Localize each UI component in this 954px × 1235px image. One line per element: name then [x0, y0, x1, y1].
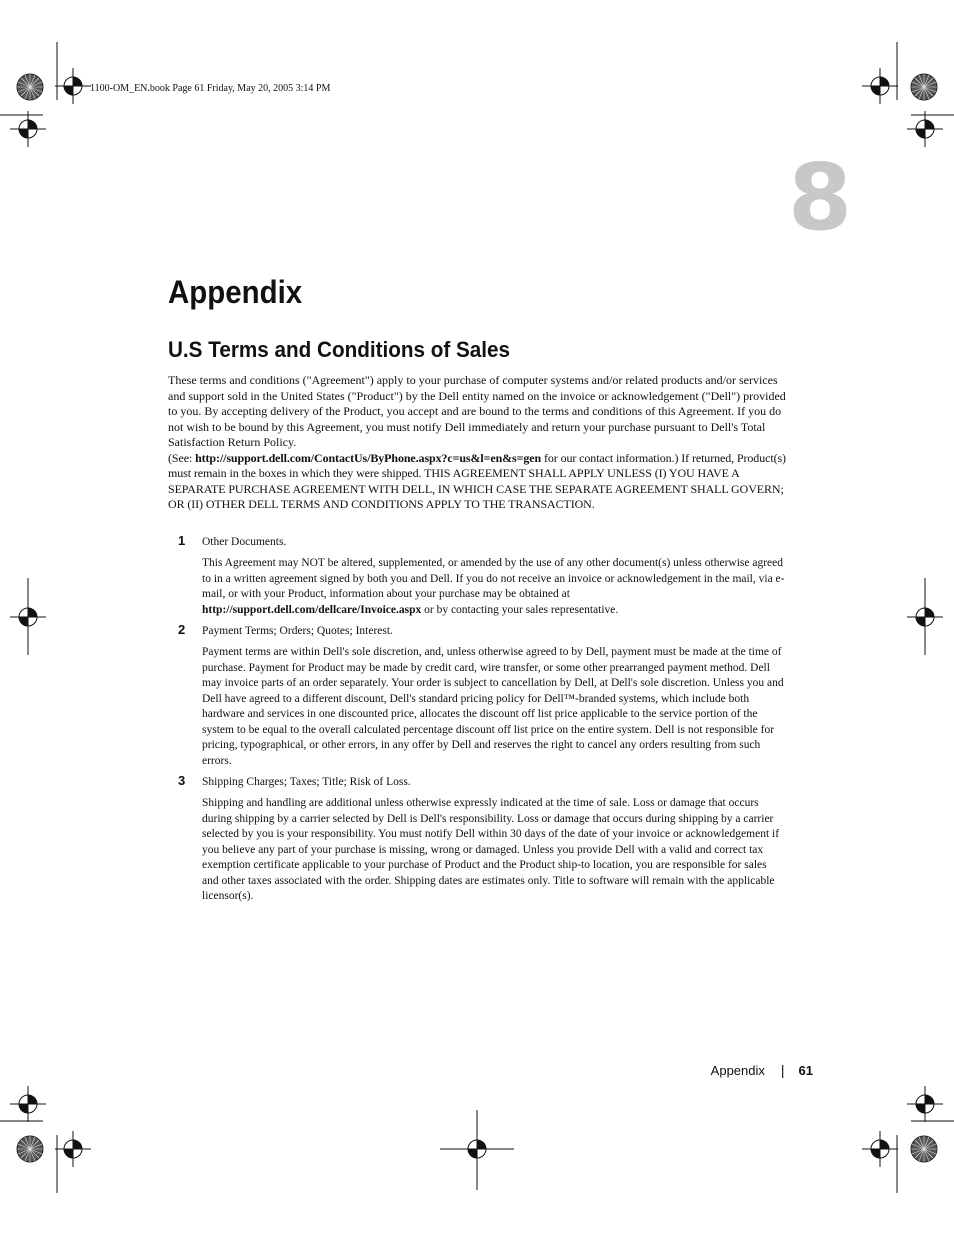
registration-star-mark: [911, 74, 937, 100]
intro-see-paragraph: [168, 451, 786, 513]
registration-mark: [907, 111, 943, 147]
registration-mark: [862, 68, 898, 104]
item-body-text: This Agreement may NOT be altered, supplemented, or amended by the use of any other document(s) unless otherwise agreed to in a written agreement signed by both you and Dell. If you do not receive an invoice or acknowledgement in the mail, via e-mail, or with your Product, information about your purchase may be obtained at: [202, 557, 785, 600]
item-number: 2: [178, 622, 186, 637]
page-footer: [711, 1062, 813, 1078]
registration-mark: [862, 1131, 898, 1167]
item-heading: Shipping Charges; Taxes; Title; Risk of Loss.: [202, 776, 411, 788]
footer-section-label: Appendix: [710, 1062, 765, 1078]
chapter-number: 8: [788, 144, 853, 251]
registration-mark: [10, 1086, 46, 1122]
registration-star-mark: [17, 74, 43, 100]
chapter-title: Appendix: [168, 274, 303, 310]
item-body-suffix: or by contacting your sales representative.: [421, 603, 619, 616]
item-heading: Other Documents.: [202, 536, 287, 548]
item-body: Shipping and handling are additional unless otherwise expressly indicated at the time of sale. Loss or damage that occurs during shipping by a carrier selected by Dell is Dell's responsibility. Loss or damage that occurs during shipping by a carrier selected by you is your responsibility. You must notify Dell within 30 days of the date of your invoice or acknowledgement if you believe any part of your purchase is missing, wrong or damaged. Unless you provide Dell with a valid and correct tax exemption certificate applicable to your purchase of Product and the Product ship-to location, you are responsible for sales and other taxes associated with the order. Shipping dates are estimates only. Title to software will remain with the applicable licensor(s).: [202, 797, 780, 902]
registration-mark: [907, 1086, 943, 1122]
section-title: U.S Terms and Conditions of Sales: [168, 337, 511, 362]
contact-url-link[interactable]: http://support.dell.com/ContactUs/ByPhone.aspx?c=us&l=en&s=gen: [195, 450, 542, 465]
registration-star-mark: [911, 1136, 937, 1162]
registration-star-mark: [17, 1136, 43, 1162]
print-stamp: 1100-OM_EN.book Page 61 Friday, May 20, 2005 3:14 PM: [90, 83, 331, 94]
item-body: Payment terms are within Dell's sole discretion, and, unless otherwise agreed to by Dell, payment must be made at the time of purchase. Payment for Product may be made by credit card, wire transfer, or some other prearranged payment method. Dell may invoice parts of an order separately. Your order is subject to cancellation by Dell, at Dell's sole discretion. Unless you and Dell have agreed to a different discount, Dell's standard pricing policy for Dell™-branded systems, which include both hardware and services in one discounted price, allocates the discount off list price applicable to the service portion of the system to be equal to the overall calculated percentage discount off list price on the entire system. Dell is not responsible for pricing, typographical, or other errors, in any offer by Dell and reserves the right to cancel any orders resulting from such errors.: [202, 646, 784, 767]
see-prefix: (See:: [168, 450, 196, 465]
footer-separator: |: [780, 1062, 785, 1078]
intro-paragraph: These terms and conditions ("Agreement") apply to your purchase of computer systems and/or related products and/or services and support sold in the United States ("Product") by the Dell entity named on the invoice or acknowledgement ("Dell") provided to you. By accepting delivery of the Product, you accept and are bound to the terms and conditions of this Agreement. If you do not wish to be bound by this Agreement, you must notify Dell immediately and return your purchase pursuant to Dell's Total Satisfaction Return Policy.: [168, 373, 786, 449]
item-number: 1: [178, 533, 186, 548]
registration-mark: [55, 1131, 91, 1167]
page-number: 61: [798, 1062, 813, 1078]
intro-block: [168, 373, 786, 513]
item-number: 3: [178, 773, 186, 788]
registration-mark: [55, 68, 91, 104]
invoice-url-link[interactable]: http://support.dell.com/dellcare/Invoice.aspx: [202, 603, 422, 616]
item-body: [202, 556, 786, 618]
registration-mark: [10, 111, 46, 147]
item-heading: Payment Terms; Orders; Quotes; Interest.: [202, 625, 393, 637]
see-suffix: for our contact information.) If returned, Product(s) must remain in the boxes in which they were shipped. THIS AGREEMENT SHALL APPLY UNLESS (I) YOU HAVE A SEPARATE PURCHASE AGREEMENT WITH DELL, IN WHICH CASE THE SEPARATE AGREEMENT SHALL GOVERN; OR (II) OTHER DELL TERMS AND CONDITIONS APPLY TO THE TRANSACTION.: [168, 450, 786, 511]
